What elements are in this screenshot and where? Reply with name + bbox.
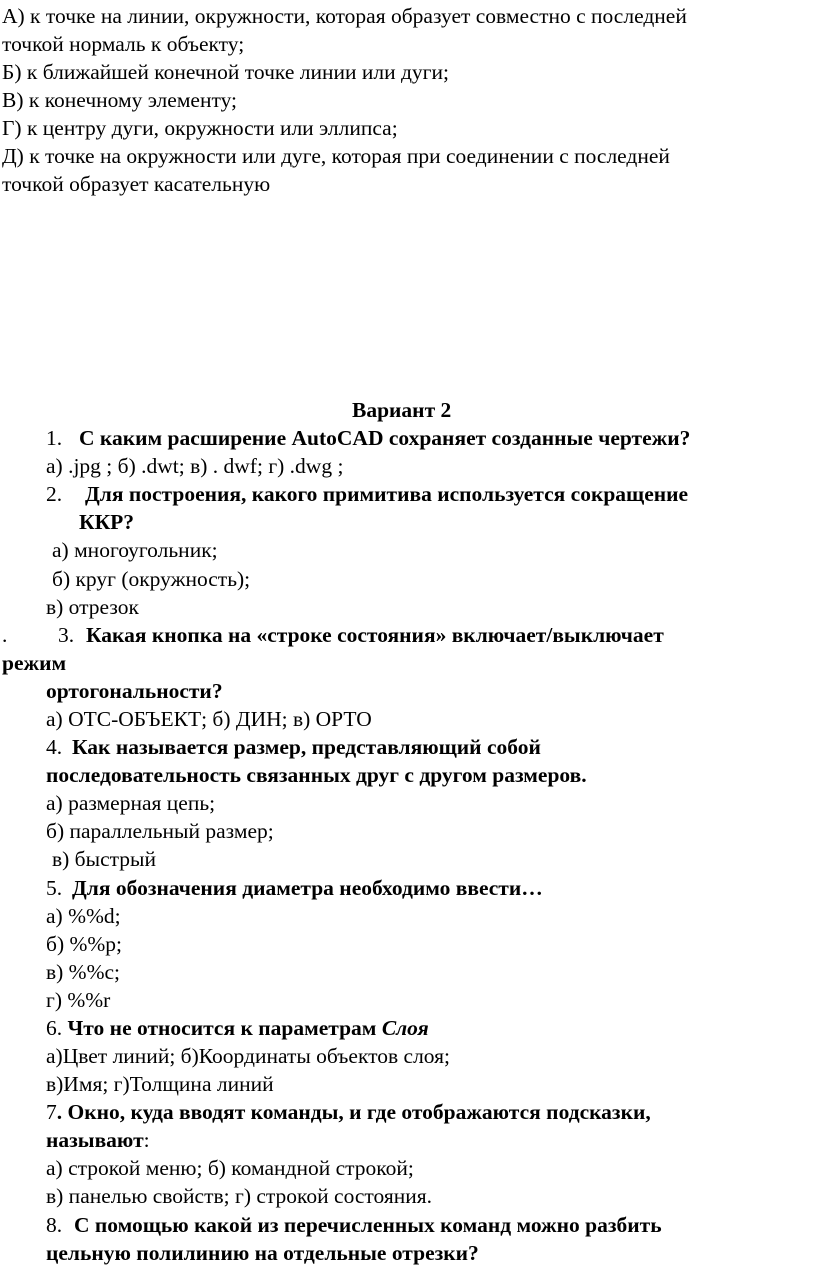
question-4-answer-a: а) размерная цепь; [46,791,216,815]
option-c: В) к конечному элементу; [2,88,238,112]
question-5-answer-c: в) %%c; [46,960,121,984]
question-7-row [46,1098,651,1126]
question-6-answers-line2: в)Имя; г)Толщина линий [46,1072,274,1096]
question-1-number: 1. [46,426,63,450]
question-3-text-line1: Какая кнопка на «строке состояния» включает/выключает [86,623,664,647]
option-b: Б) к ближайшей конечной точке линии или дуги; [2,60,449,84]
option-e-line1: Д) к точке на окружности или дуге, которая при соединении с последней [2,144,670,168]
question-1-text: С каким расширение AutoCAD сохраняет созданные чертежи? [79,426,691,450]
question-6-text: Что не относится к параметрам [67,1016,377,1040]
option-a-line2: точкой нормаль к объекту; [2,32,245,56]
question-8-number: 8. [46,1213,63,1237]
question-2-text-line1: Для построения, какого примитива используется сокращение [85,482,689,506]
option-d: Г) к центру дуги, окружности или эллипса; [2,116,398,140]
question-2-number: 2. [46,482,63,506]
option-e-line2: точкой образует касательную [2,172,271,196]
question-3-answers: а) ОТС-ОБЪЕКТ; б) ДИН; в) ОРТО [46,707,372,731]
question-5-number: 5. [46,876,63,900]
question-6-text-italic: Слоя [381,1016,429,1040]
option-a-line1: А) к точке на линии, окружности, которая образует совместно с последней [2,4,687,28]
question-2-answer-b: б) круг (окружность); [52,567,251,591]
question-6-number: 6. [46,1016,63,1040]
question-3-dot: . [2,623,8,647]
question-4-text-line1: Как называется размер, представляющий собой [72,735,541,759]
question-7-row2 [46,1126,150,1154]
variant-title: Вариант 2 [352,398,452,422]
question-5-answer-b: б) %%p; [46,932,123,956]
question-1-answers: а) .jpg ; б) .dwt; в) . dwf; г) .dwg ; [46,454,344,478]
question-7-answers-line2: в) панелью свойств; г) строкой состояния. [46,1184,433,1208]
question-5-text: Для обозначения диаметра необходимо ввести… [72,876,543,900]
question-7-text-line1: . Окно, куда вводят команды, и где отображаются подсказки, [56,1100,651,1124]
question-3-text-line2: режим [2,651,67,675]
question-4-number: 4. [46,735,63,759]
question-5-answer-d: г) %%r [46,988,111,1012]
question-2-text-line2: ККР? [79,510,135,534]
question-7-text-line2: называют [46,1128,144,1152]
question-8-text-line2: цельную полилинию на отдельные отрезки? [46,1241,479,1265]
question-4-answer-b: б) параллельный размер; [46,819,274,843]
question-3-text-line3: ортогональности? [46,679,223,703]
question-2-answer-c: в) отрезок [46,595,139,619]
question-6-answers-line1: а)Цвет линий; б)Координаты объектов слоя; [46,1044,450,1068]
question-4-answer-c: в) быстрый [52,847,156,871]
question-7-number: 7 [46,1100,57,1124]
question-6-row [46,1014,429,1042]
question-5-answer-a: а) %%d; [46,904,121,928]
question-2-answer-a: а) многоугольник; [52,538,218,562]
question-7-answers-line1: а) строкой меню; б) командной строкой; [46,1156,414,1180]
question-4-text-line2: последовательность связанных друг с другом размеров. [46,763,587,787]
question-8-text-line1: С помощью какой из перечисленных команд можно разбить [74,1213,662,1237]
question-3-number: 3. [58,623,75,647]
question-7-colon: : [143,1128,150,1152]
